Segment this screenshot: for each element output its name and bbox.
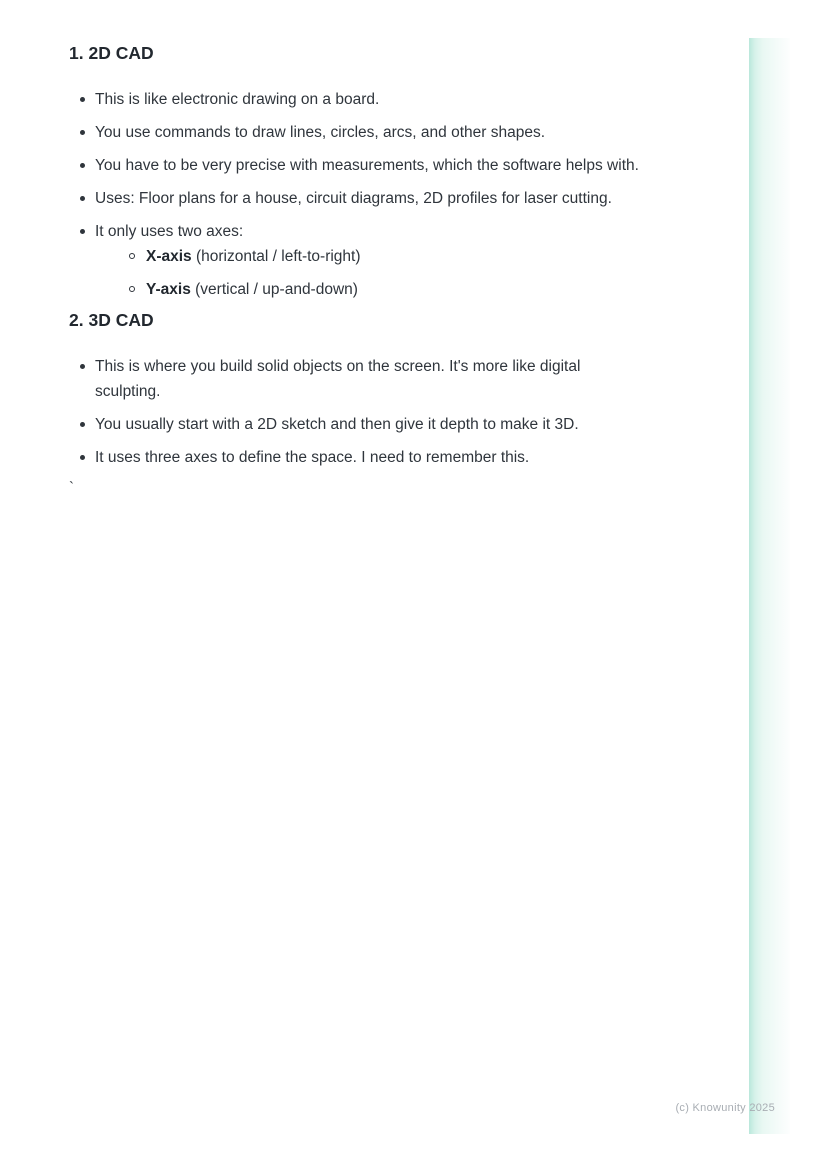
section-heading-2d-cad: 1. 2D CAD: [69, 43, 154, 63]
list-item: [69, 120, 644, 145]
bullet-text: Uses: Floor plans for a house, circuit diagrams, 2D profiles for laser cutting.: [95, 190, 612, 207]
sub-bullet-list-axes: [95, 244, 644, 302]
bullet-list-3d-cad: [69, 354, 644, 470]
document-content: [69, 43, 644, 498]
list-item: [120, 277, 644, 302]
bullet-text: You usually start with a 2D sketch and then give it depth to make it 3D.: [95, 416, 579, 433]
bullet-text: This is where you build solid objects on the screen. It's more like digital sculpting.: [95, 358, 581, 400]
list-item: [69, 153, 644, 178]
axis-label-bold: X-axis: [146, 248, 192, 265]
bullet-list-2d-cad: [69, 87, 644, 302]
bullet-text: It uses three axes to define the space. I need to remember this.: [95, 449, 530, 466]
bullet-text: It only uses two axes:: [95, 223, 244, 240]
axis-description: (horizontal / left-to-right): [191, 248, 361, 265]
list-item: [69, 87, 644, 112]
list-item: [69, 354, 644, 404]
list-item: [69, 219, 644, 302]
bullet-text: You use commands to draw lines, circles, arcs, and other shapes.: [95, 124, 546, 141]
stray-backtick-character: `: [69, 479, 74, 496]
bullet-text: This is like electronic drawing on a board.: [95, 91, 380, 108]
copyright-footer: (c) Knowunity 2025: [675, 1102, 775, 1114]
axis-description: (vertical / up-and-down): [190, 281, 358, 298]
bullet-text: You have to be very precise with measurements, which the software helps with.: [95, 157, 639, 174]
list-item: [120, 244, 644, 269]
accent-strip: [749, 38, 790, 1134]
list-item: [69, 186, 644, 211]
list-item: [69, 445, 644, 470]
axis-label-bold: Y-axis: [146, 281, 191, 298]
section-heading-3d-cad: 2. 3D CAD: [69, 310, 154, 330]
list-item: [69, 412, 644, 437]
